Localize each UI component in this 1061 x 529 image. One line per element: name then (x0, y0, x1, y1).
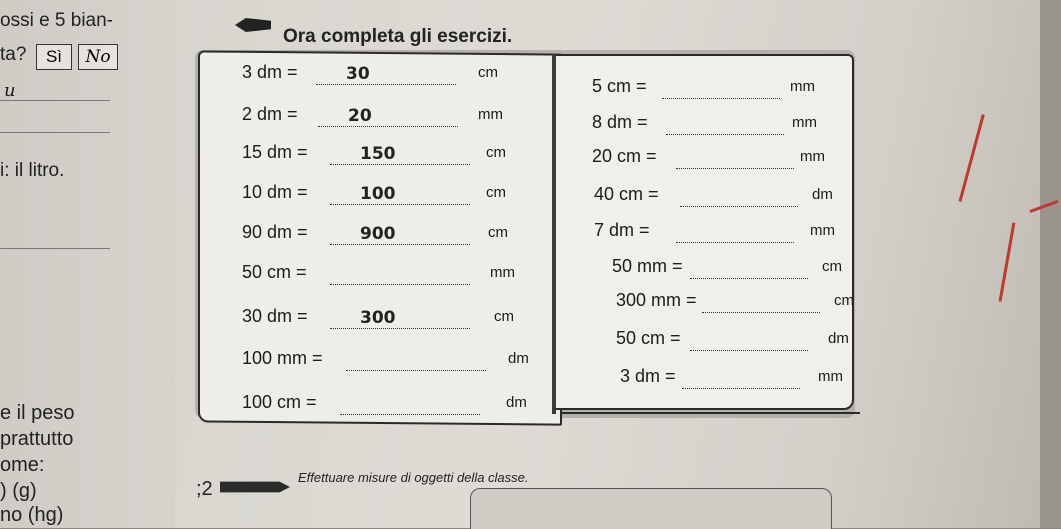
left-answer-blank[interactable] (316, 64, 456, 85)
left-exercise-unit: dm (508, 350, 529, 367)
left-answer-blank[interactable] (330, 184, 470, 205)
left-rule-1 (0, 100, 110, 101)
left-exercise-row (242, 62, 298, 83)
right-answer-blank[interactable] (680, 186, 798, 207)
right-answer-blank[interactable] (662, 78, 780, 99)
right-exercise-row (592, 76, 647, 97)
right-exercise-row (616, 328, 681, 349)
book-bottom-edge (560, 404, 860, 414)
right-exercise-expr: 5 cm = (592, 76, 647, 96)
left-exercise-unit: mm (478, 106, 503, 123)
page-edge (1040, 0, 1061, 528)
right-answer-blank[interactable] (682, 368, 800, 389)
stationery-drawing (470, 488, 832, 529)
right-exercise-expr: 3 dm = (620, 366, 676, 386)
right-exercise-row (592, 146, 657, 167)
left-exercise-unit: cm (486, 184, 506, 201)
left-exercise-unit: cm (494, 308, 514, 325)
left-exercise-expr: 90 dm = (242, 222, 308, 242)
footer-caption: Effettuare misure di oggetti della classe. (298, 470, 529, 485)
right-exercise-expr: 50 mm = (612, 256, 683, 276)
left-answer-blank[interactable] (318, 106, 458, 127)
right-answer-blank[interactable] (676, 222, 794, 243)
right-exercise-unit: cm (834, 292, 854, 309)
right-exercise-unit: mm (800, 148, 825, 165)
left-exercise-expr: 15 dm = (242, 142, 308, 162)
left-exercise-row (242, 262, 307, 283)
left-exercise-unit: dm (506, 394, 527, 411)
right-exercise-expr: 20 cm = (592, 146, 657, 166)
footer-number: ;2 (196, 478, 213, 500)
left-exercise-row (242, 182, 308, 203)
left-answer-value: 900 (360, 224, 396, 244)
right-exercise-expr: 40 cm = (594, 184, 659, 204)
left-peso-2: prattutto (0, 428, 74, 450)
left-exercise-expr: 30 dm = (242, 306, 308, 326)
right-answer-blank[interactable] (690, 330, 808, 351)
left-question: ta? (0, 44, 27, 65)
left-answer-value: 150 (360, 144, 396, 164)
left-exercise-expr: 10 dm = (242, 182, 308, 202)
left-exercise-row (242, 142, 308, 163)
right-exercise-row (594, 184, 659, 205)
choice-no: No (78, 44, 118, 70)
right-exercise-unit: mm (818, 368, 843, 385)
left-exercise-row (242, 306, 308, 327)
left-exercise-unit: cm (478, 64, 498, 81)
left-exercise-row (242, 392, 317, 413)
left-exercise-row (242, 348, 323, 369)
left-rule-3 (0, 248, 110, 249)
unit-g: ) (g) (0, 480, 37, 502)
right-exercise-expr: 50 cm = (616, 328, 681, 348)
left-answer-blank[interactable] (330, 144, 470, 165)
left-exercise-expr: 100 cm = (242, 392, 317, 412)
left-answer-value: 20 (348, 106, 372, 126)
left-answer-blank[interactable] (346, 350, 486, 371)
right-exercise-unit: dm (828, 330, 849, 347)
choice-si: Sì (36, 44, 72, 70)
left-answer-blank[interactable] (330, 308, 470, 329)
left-exercise-row (242, 222, 308, 243)
book-spine (552, 54, 556, 414)
left-exercise-expr: 50 cm = (242, 262, 307, 282)
right-answer-blank[interactable] (690, 258, 808, 279)
unit-hg: no (hg) (0, 504, 64, 526)
left-answer-value: 100 (360, 184, 396, 204)
right-exercise-row (620, 366, 676, 387)
right-exercise-row (612, 256, 683, 277)
right-exercise-row (592, 112, 648, 133)
left-answer-value: 30 (346, 64, 370, 84)
handwriting-mark: u (4, 80, 16, 101)
right-exercise-row (616, 290, 697, 311)
left-peso-1: e il peso (0, 402, 75, 424)
left-exercise-unit: mm (490, 264, 515, 281)
right-exercise-row (594, 220, 650, 241)
left-exercise-row (242, 104, 298, 125)
left-exercise-expr: 100 mm = (242, 348, 323, 368)
left-exercise-expr: 2 dm = (242, 104, 298, 124)
left-answer-blank[interactable] (340, 394, 480, 415)
left-text-line1: ossi e 5 bian- (0, 10, 114, 31)
instruction: Ora completa gli esercizi. (283, 26, 513, 47)
right-exercise-unit: cm (822, 258, 842, 275)
left-answer-blank[interactable] (330, 224, 470, 245)
left-exercise-unit: cm (488, 224, 508, 241)
left-rule-2 (0, 132, 110, 133)
left-exercise-unit: cm (486, 144, 506, 161)
left-exercise-expr: 3 dm = (242, 62, 298, 82)
left-answer-value: 300 (360, 308, 396, 328)
right-exercise-unit: mm (790, 78, 815, 95)
right-exercise-expr: 8 dm = (592, 112, 648, 132)
right-exercise-expr: 300 mm = (616, 290, 697, 310)
right-answer-blank[interactable] (676, 148, 794, 169)
left-litro: i: il litro. (0, 160, 65, 181)
right-exercise-unit: mm (810, 222, 835, 239)
right-exercise-unit: mm (792, 114, 817, 131)
right-exercise-unit: dm (812, 186, 833, 203)
left-answer-blank[interactable] (330, 264, 470, 285)
right-exercise-expr: 7 dm = (594, 220, 650, 240)
right-answer-blank[interactable] (702, 292, 820, 313)
right-answer-blank[interactable] (666, 114, 784, 135)
left-peso-3: ome: (0, 454, 45, 476)
